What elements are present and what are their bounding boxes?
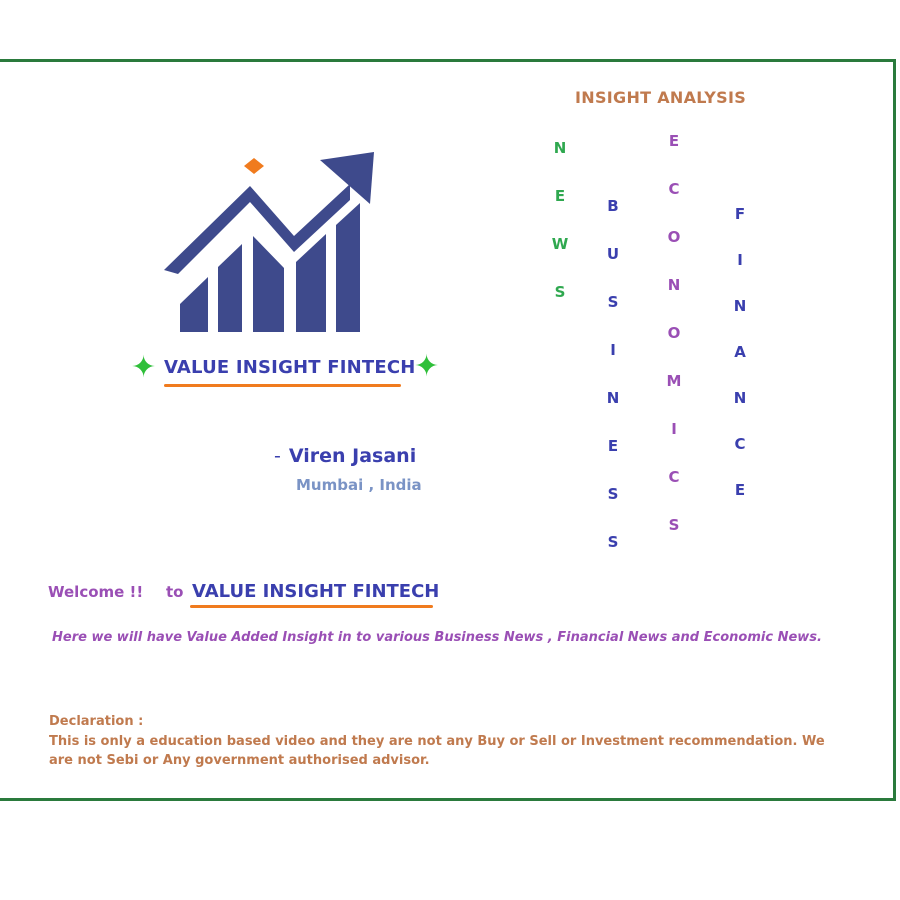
letter: S bbox=[607, 533, 619, 551]
welcome-greeting: Welcome !! bbox=[48, 583, 144, 601]
letter: C bbox=[734, 435, 746, 453]
declaration-title: Declaration : bbox=[49, 714, 144, 729]
page-frame bbox=[0, 59, 896, 801]
letter: C bbox=[668, 468, 680, 486]
letter: E bbox=[668, 132, 680, 150]
letter: U bbox=[606, 245, 620, 263]
vertical-word-finance bbox=[730, 206, 750, 528]
letter: N bbox=[606, 389, 620, 407]
letter: I bbox=[610, 341, 616, 359]
letter: E bbox=[554, 187, 566, 205]
growth-chart-icon bbox=[160, 150, 380, 340]
author-name bbox=[274, 445, 416, 467]
sparkle-icon: ✦ bbox=[414, 349, 440, 384]
intro-text: Here we will have Value Added Insight in to various Business News , Financial News and Economic News. bbox=[52, 630, 822, 645]
brand-name: VALUE INSIGHT FINTECH bbox=[164, 357, 416, 378]
letter: I bbox=[737, 251, 743, 269]
letter: E bbox=[607, 437, 619, 455]
logo-diamond bbox=[244, 158, 264, 174]
welcome-brand: VALUE INSIGHT FINTECH bbox=[192, 581, 440, 602]
letter: M bbox=[666, 372, 682, 390]
letter: I bbox=[671, 420, 677, 438]
letter: E bbox=[734, 481, 746, 499]
letter: N bbox=[733, 297, 747, 315]
letter: N bbox=[553, 139, 567, 157]
insight-title: INSIGHT ANALYSIS bbox=[575, 88, 747, 107]
letter: N bbox=[667, 276, 681, 294]
letter: S bbox=[668, 516, 680, 534]
vertical-word-news bbox=[550, 140, 570, 332]
letter: O bbox=[667, 228, 681, 246]
vertical-word-economics bbox=[664, 133, 684, 565]
letter: C bbox=[668, 180, 680, 198]
letter: B bbox=[607, 197, 619, 215]
letter: S bbox=[607, 293, 619, 311]
welcome-brand-underline bbox=[190, 605, 433, 608]
letter: S bbox=[554, 283, 566, 301]
author-dash: - bbox=[274, 445, 281, 467]
letter: W bbox=[551, 235, 569, 253]
letter: N bbox=[733, 389, 747, 407]
letter: F bbox=[734, 205, 746, 223]
declaration-text: This is only a education based video and they are not any Buy or Sell or Investment recommendation. We are not Sebi or Any government authorised advisor. bbox=[49, 734, 825, 768]
letter: A bbox=[734, 343, 746, 361]
welcome-to: to bbox=[166, 583, 184, 601]
brand-underline bbox=[164, 384, 401, 387]
sparkle-icon: ✦ bbox=[131, 350, 157, 385]
letter: O bbox=[667, 324, 681, 342]
vertical-word-business bbox=[603, 198, 623, 582]
letter: S bbox=[607, 485, 619, 503]
author-location: Mumbai , India bbox=[296, 476, 422, 494]
author-text: Viren Jasani bbox=[288, 445, 417, 467]
